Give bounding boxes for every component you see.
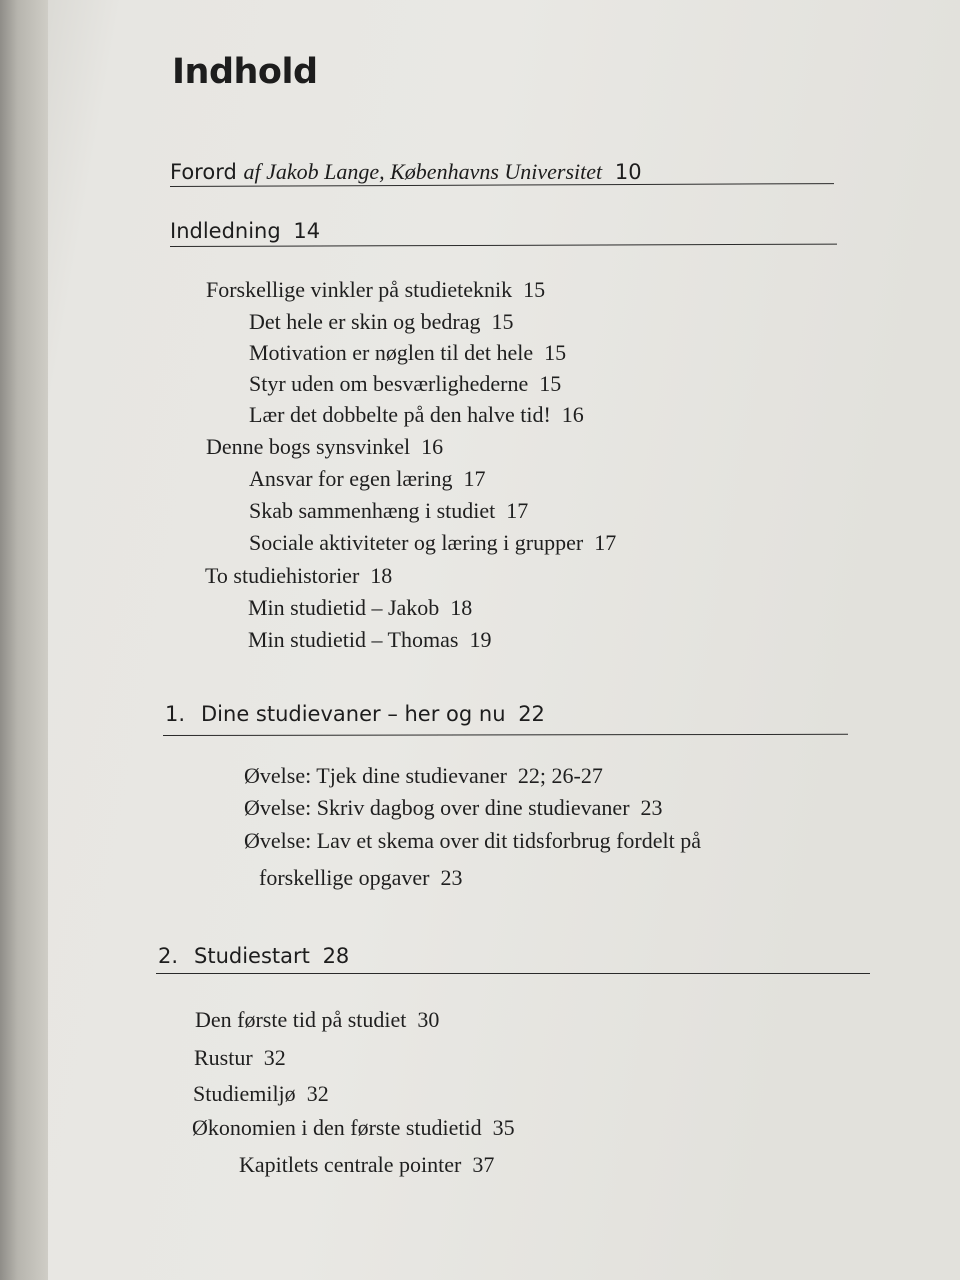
chapter-number: 2. [158, 944, 179, 968]
entry-title: To studiehistorier [205, 563, 360, 588]
section-label: Forord [170, 160, 237, 184]
entry-title: Denne bogs synsvinkel [206, 434, 411, 459]
page-title: Indhold [172, 52, 318, 92]
entry-page: 37 [472, 1152, 495, 1177]
toc-subentry [249, 308, 514, 336]
entry-page: 32 [263, 1045, 286, 1070]
toc-chapter-2 [158, 943, 349, 969]
toc-subentry [249, 529, 616, 557]
entry-title: Øvelse: Tjek dine studievaner [244, 763, 507, 788]
entry-title: Styr uden om besværlighederne [249, 371, 529, 396]
entry-title: Rustur [194, 1045, 253, 1070]
toc-section-forord [170, 159, 642, 185]
section-divider [163, 734, 848, 736]
toc-subentry [239, 1151, 494, 1179]
section-page: 28 [322, 944, 350, 968]
section-page: 22 [518, 702, 545, 726]
entry-page: 17 [594, 530, 617, 555]
entry-page: 15 [544, 340, 567, 365]
toc-chapter-1 [165, 701, 545, 727]
entry-title: Øvelse: Skriv dagbog over dine studievaner [244, 795, 630, 820]
entry-title: Øvelse: Lav et skema over dit tidsforbrug fordelt på [244, 828, 701, 853]
toc-subentry [249, 370, 561, 398]
toc-entry [206, 433, 443, 461]
toc-exercise [244, 762, 603, 790]
entry-title: Motivation er nøglen til det hele [249, 340, 534, 365]
toc-exercise [244, 827, 701, 855]
entry-page: 18 [450, 595, 473, 620]
entry-page: 19 [469, 627, 492, 652]
entry-page: 17 [506, 498, 529, 523]
section-divider [156, 973, 870, 974]
section-label: Studiestart [194, 944, 310, 968]
toc-entry [194, 1044, 286, 1072]
entry-title: Det hele er skin og bedrag [249, 309, 481, 334]
entry-page: 15 [523, 277, 546, 302]
toc-subentry [249, 465, 485, 493]
toc-subentry [249, 401, 584, 429]
section-divider [170, 244, 837, 247]
entry-page: 23 [440, 865, 463, 890]
entry-title: Studiemiljø [193, 1081, 296, 1106]
entry-page: 32 [306, 1081, 329, 1106]
chapter-number: 1. [165, 702, 186, 726]
toc-subentry [249, 339, 566, 367]
toc-section-indledning [170, 218, 320, 244]
entry-page: 30 [417, 1007, 440, 1032]
entry-title: Ansvar for egen læring [249, 466, 453, 491]
entry-page: 22; 26-27 [517, 763, 603, 788]
toc-exercise-continued [259, 864, 462, 892]
entry-page: 17 [463, 466, 486, 491]
entry-title: forskellige opgaver [259, 865, 430, 890]
section-author: af Jakob Lange, Københavns Universitet [243, 159, 603, 184]
entry-title: Min studietid – Jakob [248, 595, 440, 620]
entry-page: 23 [640, 795, 663, 820]
toc-entry [206, 276, 545, 304]
section-label: Dine studievaner – her og nu [201, 702, 506, 726]
toc-entry [192, 1114, 515, 1142]
entry-title: Forskellige vinkler på studieteknik [206, 277, 513, 302]
toc-subentry [248, 594, 472, 622]
book-binding [0, 0, 48, 1280]
section-page: 14 [293, 219, 321, 243]
entry-page: 15 [539, 371, 562, 396]
entry-title: Kapitlets centrale pointer [239, 1152, 462, 1177]
toc-entry [205, 562, 392, 590]
entry-title: Sociale aktiviteter og læring i grupper [249, 530, 584, 555]
entry-page: 18 [370, 563, 393, 588]
section-label: Indledning [170, 219, 281, 243]
toc-entry [195, 1006, 439, 1034]
entry-title: Den første tid på studiet [195, 1007, 407, 1032]
entry-title: Økonomien i den første studietid [192, 1115, 482, 1140]
entry-page: 15 [491, 309, 514, 334]
entry-page: 16 [421, 434, 444, 459]
toc-subentry [248, 626, 491, 654]
toc-entry [193, 1080, 329, 1108]
section-page: 10 [614, 160, 642, 184]
entry-title: Skab sammenhæng i studiet [249, 498, 496, 523]
entry-page: 16 [561, 402, 584, 427]
entry-title: Min studietid – Thomas [248, 627, 459, 652]
toc-subentry [249, 497, 528, 525]
entry-title: Lær det dobbelte på den halve tid! [249, 402, 551, 427]
entry-page: 35 [492, 1115, 515, 1140]
toc-exercise [244, 794, 663, 822]
